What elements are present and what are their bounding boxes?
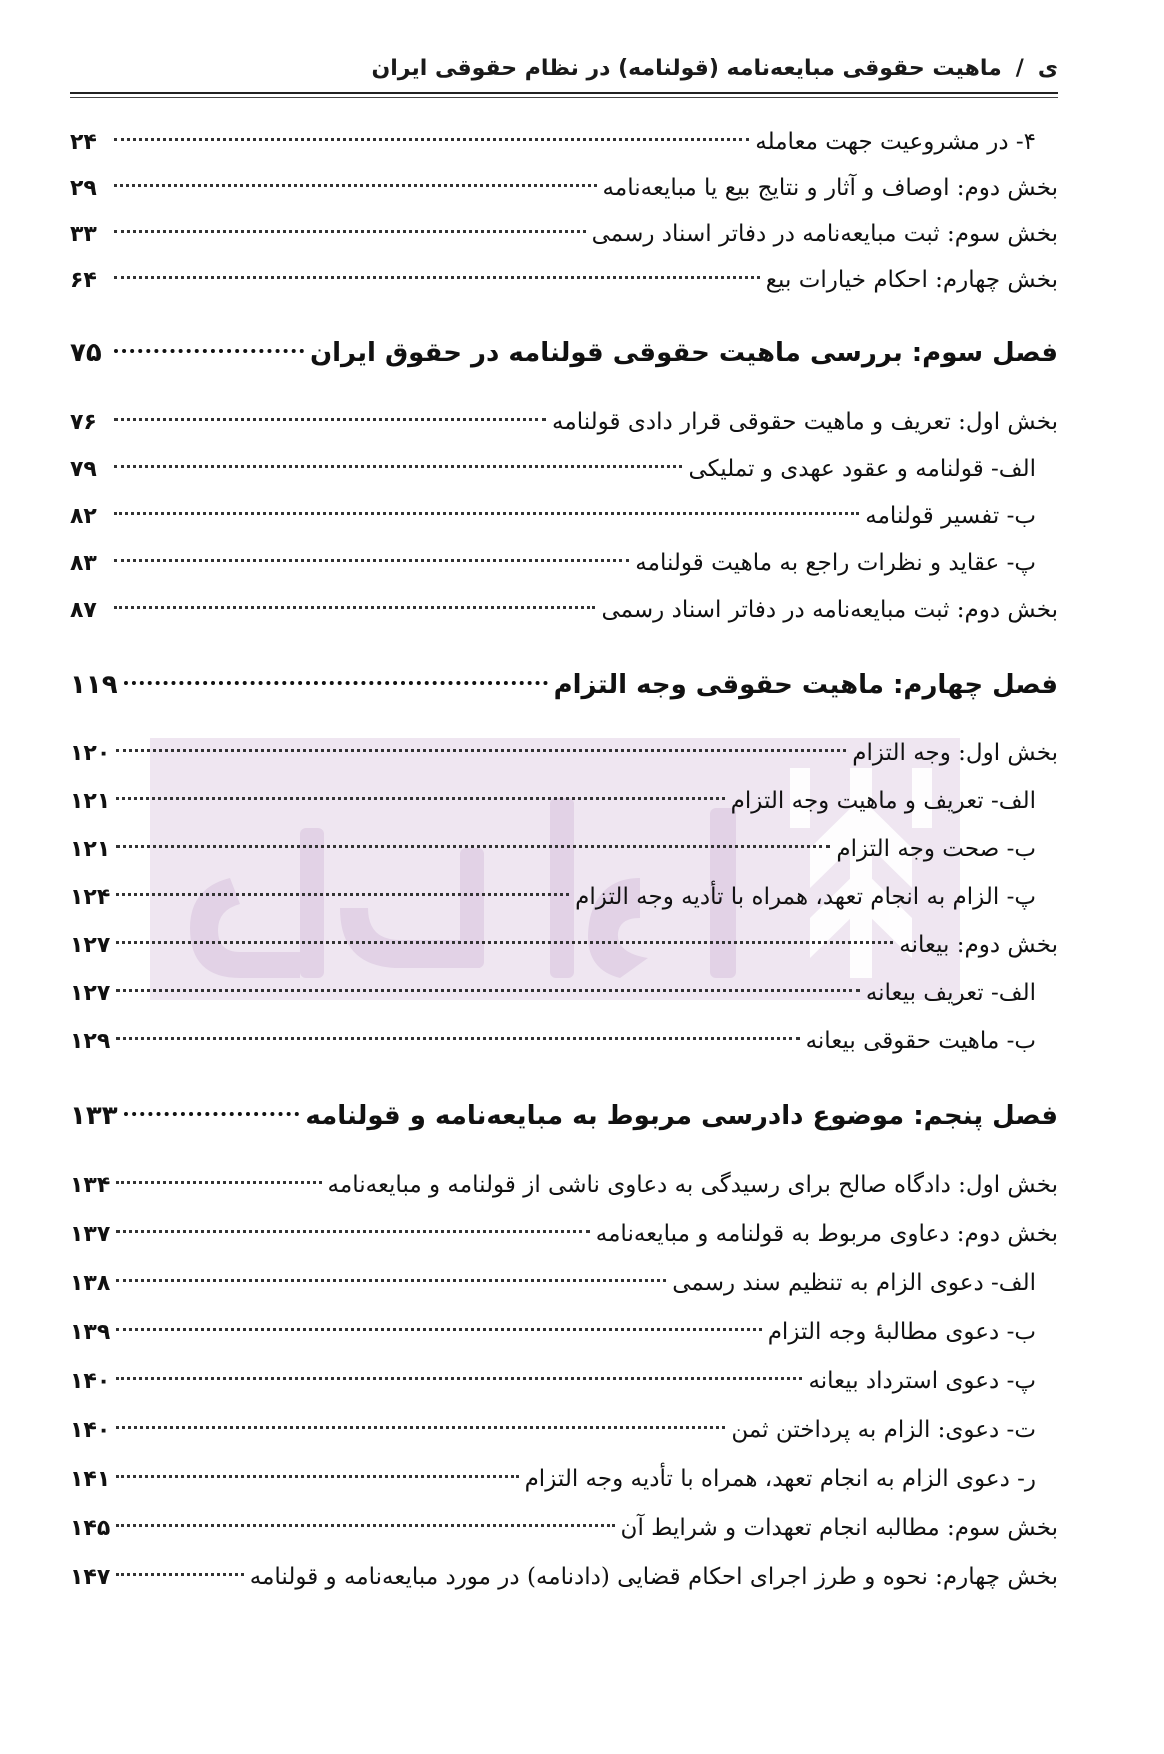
toc-title: الف- تعریف بیعانه (865, 980, 1036, 1006)
toc-title: ب- صحت وجه التزام (836, 836, 1036, 862)
toc-entry (70, 122, 1058, 162)
toc-page: ۷۵ (70, 338, 102, 368)
toc-page: ۷۹ (70, 457, 97, 482)
toc-page: ۱۲۷ (70, 981, 111, 1006)
toc-entry (70, 1263, 1058, 1303)
toc-leader (116, 893, 569, 896)
toc-leader (114, 276, 760, 279)
toc-page: ۱۲۴ (70, 885, 111, 910)
toc-title: بخش چهارم: نحوه و طرز اجرای احکام قضایی (دادنامه) در مورد مبایعه‌نامه و قولنامه (249, 1564, 1058, 1590)
toc-entry (70, 925, 1058, 965)
toc-chapter-entry (70, 1093, 1058, 1139)
toc-title: بخش اول: تعریف و ماهیت حقوقی قرار دادی قولنامه (552, 409, 1058, 435)
toc-leader (114, 465, 682, 468)
toc-title: بخش سوم: ثبت مبایعه‌نامه در دفاتر اسناد رسمی (591, 221, 1058, 247)
toc-page: ۱۳۷ (70, 1222, 111, 1247)
toc-title: ت- دعوی: الزام به پرداختن ثمن (731, 1417, 1036, 1443)
toc-title: بخش دوم: اوصاف و آثار و نتایج بیع یا مبایعه‌نامه (602, 175, 1058, 201)
toc-entry (70, 1165, 1058, 1205)
toc-leader (116, 1279, 666, 1282)
toc-leader (114, 606, 595, 609)
toc-entry (70, 733, 1058, 773)
toc-entry (70, 402, 1058, 442)
toc-title: الف- قولنامه و عقود عهدی و تملیکی (688, 456, 1036, 482)
toc-page: ۸۳ (70, 551, 97, 576)
toc-entry (70, 496, 1058, 536)
toc-title: پ- عقاید و نظرات راجع به ماهیت قولنامه (635, 550, 1036, 576)
toc-page: ۱۲۱ (70, 789, 111, 814)
toc-leader (116, 749, 846, 752)
toc-title: الف- تعریف و ماهیت وجه التزام (730, 788, 1036, 814)
toc-entry (70, 1508, 1058, 1548)
toc-entry (70, 877, 1058, 917)
toc-leader (116, 1475, 518, 1478)
toc-entry (70, 829, 1058, 869)
book-title: ماهیت حقوقی مبایعه‌نامه (قولنامه) در نظام حقوقی ایران (371, 55, 1002, 81)
toc-entry (70, 1361, 1058, 1401)
toc-page: ۷۶ (70, 410, 97, 435)
toc-title: بخش اول: وجه التزام (852, 740, 1058, 766)
toc-page: ۳۳ (70, 222, 97, 247)
toc-title: ب- دعوی مطالبهٔ وجه التزام (767, 1319, 1036, 1345)
toc-entry (70, 1021, 1058, 1061)
toc-page: ۸۲ (70, 504, 97, 529)
toc-leader (116, 1573, 243, 1576)
toc-chapter-entry (70, 662, 1058, 708)
toc-entry (70, 1459, 1058, 1499)
toc-title: پ- الزام به انجام تعهد، همراه با تأدیه وجه التزام (575, 884, 1036, 910)
toc-entry (70, 214, 1058, 254)
toc-leader (116, 1328, 761, 1331)
toc-leader (116, 989, 860, 992)
toc-page: ۱۱۹ (70, 670, 118, 700)
toc-leader (116, 797, 724, 800)
toc-title: بخش دوم: دعاوی مربوط به قولنامه و مبایعه‌نامه (595, 1221, 1058, 1247)
toc-title: ب- ماهیت حقوقی بیعانه (805, 1028, 1036, 1054)
toc-leader (114, 184, 597, 187)
toc-page: ۱۳۸ (70, 1271, 111, 1296)
toc-title: بخش اول: دادگاه صالح برای رسیدگی به دعاوی ناشی از قولنامه و مبایعه‌نامه (327, 1172, 1058, 1198)
toc-leader (114, 512, 859, 515)
toc-entry (70, 168, 1058, 208)
toc-title: ب- تفسیر قولنامه (865, 503, 1036, 529)
toc-page: ۱۴۰ (70, 1418, 111, 1443)
toc-leader (116, 1426, 725, 1429)
toc-leader (114, 230, 586, 233)
toc-chapter-title: فصل پنجم: موضوع دادرسی مربوط به مبایعه‌نامه و قولنامه (305, 1101, 1058, 1131)
toc-page: ۱۲۱ (70, 837, 111, 862)
toc-chapter-entry (70, 330, 1058, 376)
toc-entry (70, 590, 1058, 630)
toc-chapter-title: فصل سوم: بررسی ماهیت حقوقی قولنامه در حقوق ایران (309, 338, 1058, 368)
toc-entry (70, 1557, 1058, 1597)
table-of-contents (70, 0, 1058, 1754)
toc-page: ۱۳۹ (70, 1320, 111, 1345)
toc-leader (116, 1377, 802, 1380)
toc-leader (114, 138, 749, 141)
toc-leader (124, 1112, 300, 1116)
toc-title: بخش چهارم: احکام خیارات بیع (765, 267, 1058, 293)
toc-title: بخش سوم: مطالبه انجام تعهدات و شرایط آن (620, 1515, 1058, 1541)
toc-page: ۱۲۰ (70, 741, 111, 766)
toc-entry (70, 973, 1058, 1013)
toc-page: ۱۴۰ (70, 1369, 111, 1394)
toc-leader (116, 845, 830, 848)
toc-title: ر- دعوی الزام به انجام تعهد، همراه با تأدیه وجه التزام (524, 1466, 1036, 1492)
toc-page: ۶۴ (70, 268, 97, 293)
toc-leader (114, 559, 629, 562)
toc-entry (70, 543, 1058, 583)
toc-leader (114, 418, 546, 421)
toc-entry (70, 260, 1058, 300)
toc-entry (70, 1410, 1058, 1450)
toc-leader (116, 1524, 614, 1527)
toc-chapter-title: فصل چهارم: ماهیت حقوقی وجه التزام (553, 670, 1058, 700)
toc-page: ۱۳۳ (70, 1101, 118, 1131)
toc-title: الف- دعوی الزام به تنظیم سند رسمی (672, 1270, 1036, 1296)
toc-page: ۱۳۴ (70, 1173, 111, 1198)
toc-entry (70, 1214, 1058, 1254)
toc-title: بخش دوم: ثبت مبایعه‌نامه در دفاتر اسناد رسمی (601, 597, 1058, 623)
toc-page: ۲۴ (70, 130, 97, 155)
toc-page: ۱۴۷ (70, 1565, 111, 1590)
toc-page: ۱۲۹ (70, 1029, 111, 1054)
toc-leader (116, 1181, 321, 1184)
toc-page: ۸۷ (70, 598, 97, 623)
toc-leader (116, 941, 893, 944)
toc-entry (70, 1312, 1058, 1352)
header-separator: / (1015, 55, 1024, 81)
toc-leader (114, 349, 304, 353)
toc-leader (116, 1230, 589, 1233)
toc-leader (124, 681, 548, 685)
toc-title: ۴- در مشروعیت جهت معامله (755, 129, 1036, 155)
toc-page: ۱۴۱ (70, 1467, 111, 1492)
toc-entry (70, 781, 1058, 821)
toc-title: بخش دوم: بیعانه (899, 932, 1058, 958)
toc-page: ۱۲۷ (70, 933, 111, 958)
toc-entry (70, 449, 1058, 489)
toc-leader (116, 1037, 799, 1040)
page-number: ی (1037, 55, 1058, 81)
toc-title: پ- دعوی استرداد بیعانه (808, 1368, 1036, 1394)
toc-page: ۲۹ (70, 176, 97, 201)
toc-page: ۱۴۵ (70, 1516, 111, 1541)
